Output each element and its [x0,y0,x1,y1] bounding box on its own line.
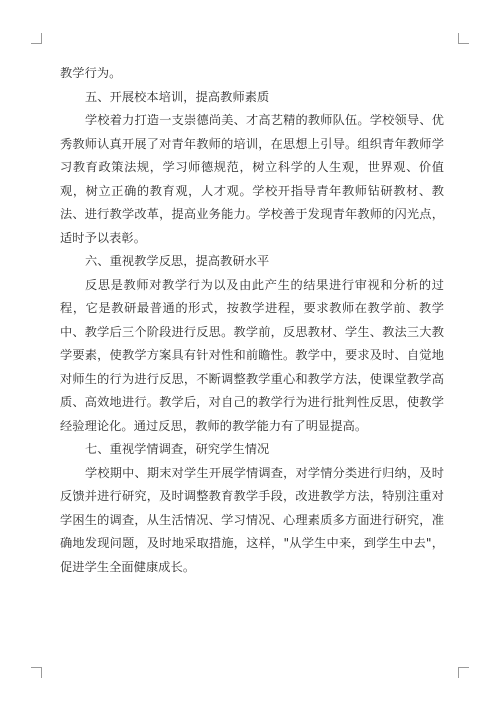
document-body [60,62,444,579]
section-heading-6: 六、重视教学反思，提高教研水平 [85,254,270,268]
paragraph-teaching-reflection: 反思是教师对教学行为以及由此产生的结果进行审视和分析的过程，它是教研最普通的形式，按教学进程，要求教师在教学前、教学中、教学后三个阶段进行反思。教学前，反思教材、学生、教法三大教学要素，使教学方案具有针对性和前瞻性。教学中，要求及时、自觉地对师生的行为进行反思，不断调整教学重心和教学方法，使课堂教学高质、高效地进行。教学后，对自己的教学行为进行批判性反思，使教学经验理论化。通过反思，教师的教学能力有了明显提高。 [60,277,444,433]
crop-mark-top-left [31,33,42,44]
paragraph-student-survey: 学校期中、期末对学生开展学情调查，对学情分类进行归纳，及时反馈并进行研究，及时调整教育教学手段，改进教学方法，特别注重对学困生的调查，从生活情况、学习情况、心理素质多方面进行研究，准确地发现问题，及时地采取措施，这样，"从学生中来，到学生中去"，促进学生全面健康成长。 [60,465,444,574]
paragraph-teacher-training: 学校着力打造一支崇德尚美、才高艺精的教师队伍。学校领导、优秀教师认真开展了对青年教师的培训，在思想上引导。组织青年教师学习教育政策法规，学习师德规范，树立科学的人生观，世界观、价值观，树立正确的教育观，人才观。学校开指导青年教师钻研教材、教法、进行教学改革，提高业务能力。学校善于发现青年教师的闪光点，适时予以表彰。 [60,113,444,245]
section-heading-5: 五、开展校本培训，提高教师素质 [85,89,270,104]
paragraph-continuation: 教学行为。 [60,66,122,80]
crop-mark-bottom-left [31,667,42,678]
crop-mark-top-right [458,33,469,44]
crop-mark-bottom-right [458,667,469,678]
section-heading-7: 七、重视学情调查，研究学生情况 [85,442,270,456]
